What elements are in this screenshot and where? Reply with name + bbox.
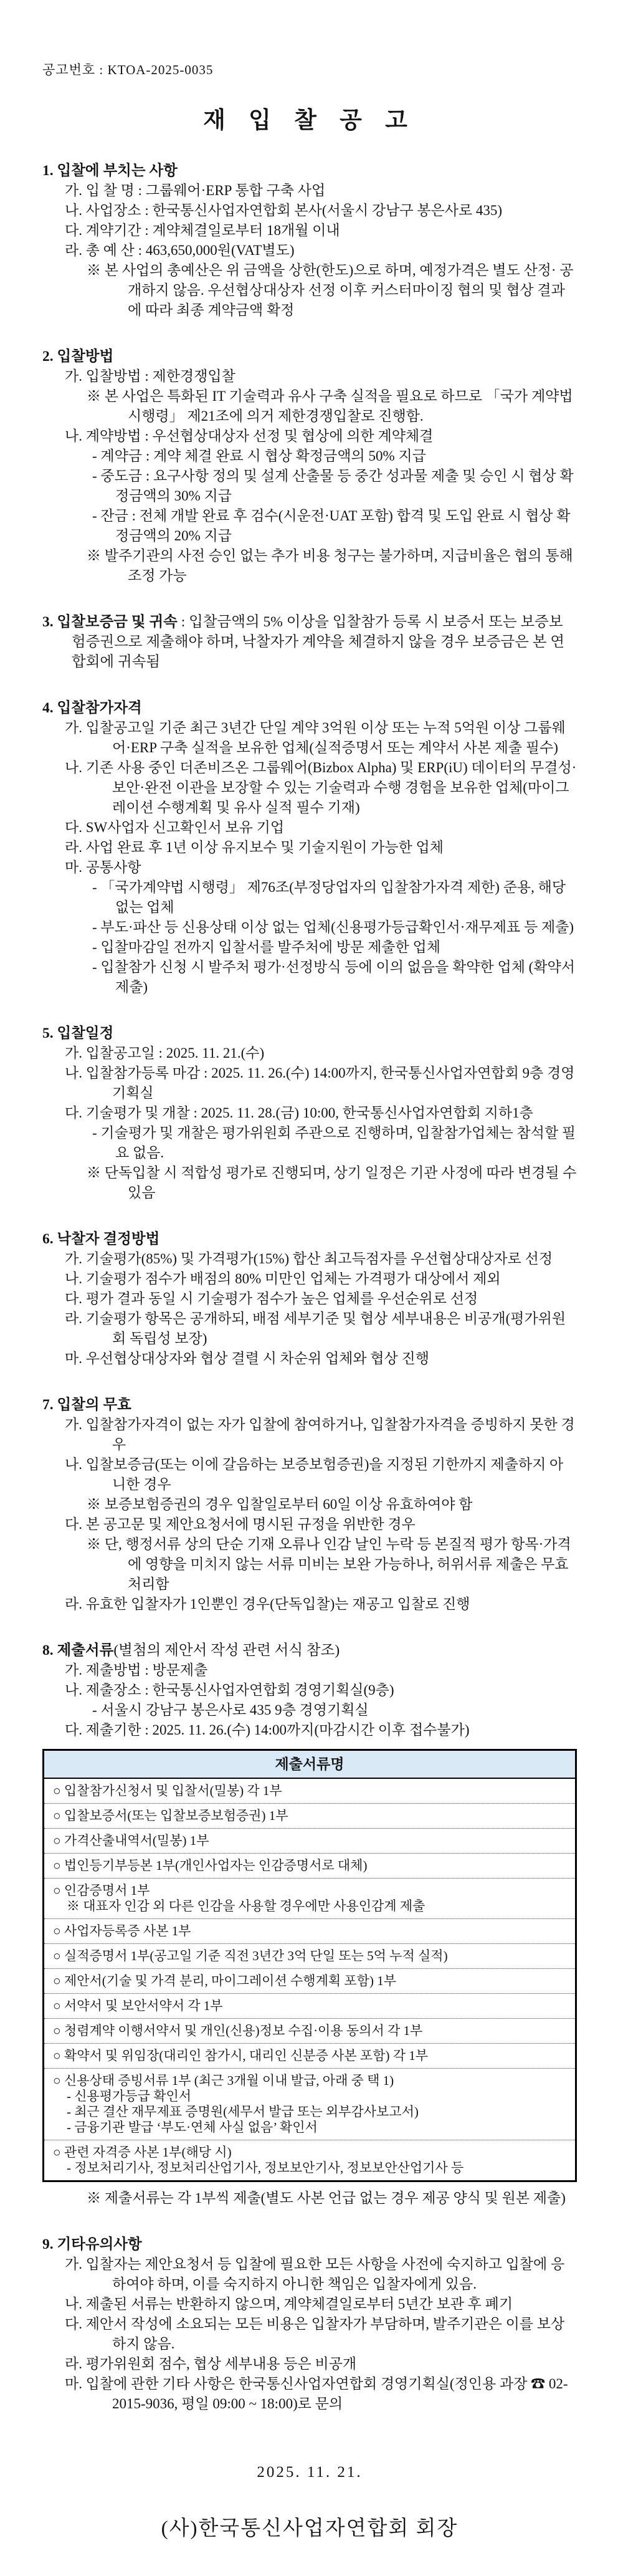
section-heading [42,1640,577,1660]
section-title: 입찰참가자격 [57,700,142,716]
list-item: 나. 입찰보증금(또는 이에 갈음하는 보증보험증권)을 지정된 기한까지 제출하지 아니한 경우 [65,1457,564,1492]
section-heading [42,1395,577,1415]
list-item: 가. 입찰공고일 기준 최근 3년간 단일 계약 3억원 이상 또는 누적 5억원 이상 그룹웨어·ERP 구축 실적을 보유한 업체(실적증명서 또는 계약서 사본 제출 필수) [65,720,566,755]
section-4 [42,698,577,997]
list-item: 가. 기술평가(85%) 및 가격평가(15%) 합산 최고득점자를 우선협상대상자로 선정 [65,1251,553,1266]
section-heading [42,1229,577,1249]
table-row [44,1804,576,1829]
document-name: ○ 제안서(기술 및 가격 분리, 마이그레이션 수행계획 포함) 1부 [53,1973,396,1988]
list-item: 라. 평가위원회 점수, 협상 세부내용 등은 비공개 [65,2356,357,2372]
list-item: 마. 공통사항 [65,859,141,875]
list-item: 가. 입찰공고일 : 2025. 11. 21.(수) [65,1045,265,1061]
section-number: 2. [42,348,57,365]
document-sub-line: - 정보처리기사, 정보처리산업기사, 정보보안기사, 정보보안산업기사 등 [67,2160,464,2175]
list-item: 라. 총 예 산 : 463,650,000원(VAT별도) [65,242,295,258]
section-title: 입찰에 부치는 사항 [57,163,178,179]
section-title: 기타유의사항 [57,2236,142,2253]
list-item: 라. 사업 완료 후 1년 이상 유지보수 및 기술지원이 가능한 업체 [65,840,444,855]
section-title: 낙찰자 결정방법 [57,1231,160,1247]
list-item: 마. 우선협상대상자와 협상 결렬 시 차순위 업체와 협상 진행 [65,1351,429,1366]
section-7 [42,1395,577,1614]
table-cell [44,2140,576,2181]
table-row [44,2069,576,2140]
issuer-signature: (사)한국통신사업자연합회 회장 [161,2517,459,2540]
note-item: ※ 제출서류는 각 1부씩 제출(별도 사본 언급 없는 경우 제공 양식 및 원본 제출) [87,2190,566,2206]
list-item: 가. 입찰참가자격이 없는 자가 입찰에 참여하거나, 입찰참가자격을 증빙하지 못한 경우 [65,1417,575,1452]
list-item: 마. 입찰에 관한 기타 사항은 한국통신사업자연합회 경영기획실(정인용 과장 ☎ 02-2015-9036, 평일 09:00 ~ 18:00)로 문의 [65,2376,568,2411]
section-number: 1. [42,163,57,179]
note-item: ※ 본 사업의 총예산은 위 금액을 상한(한도)으로 하며, 예정가격은 별도 산정· 공개하지 않음. 우선협상대상자 선정 이후 커스터마이징 협의 및 협상 결과에 따라 최종 계약금액 확정 [87,262,574,318]
document-name: ○ 입찰보증서(또는 입찰보증보험증권) 1부 [53,1808,288,1823]
document-sub-line: - 최근 결산 재무제표 증명원(세무서 발급 또는 외부감사보고서) [67,2104,419,2119]
document-name: ○ 확약서 및 위임장(대리인 참가시, 대리인 신분증 사본 포함) 각 1부 [53,2048,429,2063]
list-item: - 부도·파산 등 신용상태 이상 없는 업체(신용평가등급확인서·재무제표 등 제출) [92,919,574,935]
table-row [44,2140,576,2181]
section-number: 9. [42,2236,57,2253]
section-2 [42,347,577,586]
note-item: ※ 보증보험증권의 경우 입찰일로부터 60일 이상 유효하여야 함 [87,1496,473,1512]
table-cell [44,1994,576,2019]
list-item: 가. 입찰자는 제안요청서 등 입찰에 필요한 모든 사항을 사전에 숙지하고 입찰에 응하여야 하며, 이를 숙지하지 아니한 책임은 입찰자에게 있음. [65,2256,565,2292]
section-5 [42,1023,577,1203]
table-cell [44,1969,576,1994]
list-item: 나. 계약방법 : 우선협상대상자 선정 및 협상에 의한 계약체결 [65,428,434,444]
list-item: 다. 평가 결과 동일 시 기술평가 점수가 높은 업체를 우선순위로 선정 [65,1291,478,1306]
table-row [44,1879,576,1919]
submission-table-head [44,1750,576,1779]
section-number: 6. [42,1231,57,1247]
section-1 [42,161,577,320]
section-title-rest: : 입찰금액의 5% 이상을 입찰참가 등록 시 보증서 또는 보증보험증권으로 제출해야 하며, 낙찰자가 계약을 체결하지 않을 경우 보증금은 본 연합회에 귀속됨 [72,614,565,670]
section-title: 제출서류 [57,1642,114,1659]
table-row [44,1944,576,1969]
section-6 [42,1229,577,1369]
list-item: 라. 기술평가 항목은 공개하되, 배점 세부기준 및 협상 세부내용은 비공개(평가위원회 독립성 보장) [65,1311,566,1346]
document-sub-line: - 신용평가등급 확인서 [67,2089,192,2104]
table-row [44,1778,576,1804]
table-cell [44,1778,576,1804]
note-item: ※ 단독입찰 시 적합성 평가로 진행되며, 상기 일정은 기관 사정에 따라 변경될 수 있음 [87,1165,577,1200]
section-heading [42,1023,577,1043]
table-cell [44,2069,576,2140]
document-name: ○ 청렴계약 이행서약서 및 개인(신용)정보 수집·이용 동의서 각 1부 [53,2023,423,2038]
list-item: 다. 기술평가 및 개찰 : 2025. 11. 28.(금) 10:00, 한국통신사업자연합회 지하1층 [65,1105,533,1121]
list-item: 나. 사업장소 : 한국통신사업자연합회 본사(서울시 강남구 봉은사로 435) [65,203,503,218]
document-name: ○ 법인등기부등본 1부(개인사업자는 인감증명서로 대체) [53,1858,368,1873]
table-cell [44,1919,576,1944]
list-item: 가. 제출방법 : 방문제출 [65,1662,208,1678]
list-item: - 계약금 : 계약 체결 완료 시 협상 확정금액의 50% 지급 [92,448,426,464]
section-heading [42,161,577,181]
list-item: - 잔금 : 전체 개발 완료 후 검수(시운전·UAT 포함) 합격 및 도입 완료 시 협상 확정금액의 20% 지급 [92,508,571,543]
section-heading [42,2234,577,2254]
section-heading [42,612,577,672]
list-item: 나. 기술평가 점수가 배점의 80% 미만인 업체는 가격평가 대상에서 제외 [65,1271,501,1286]
document-name: ○ 서약서 및 보안서약서 각 1부 [53,1998,223,2013]
list-item: - 기술평가 및 개찰은 평가위원회 주관으로 진행하며, 입찰참가업체는 참석할 필요 없음. [92,1125,576,1161]
section-number: 4. [42,700,57,716]
section-number: 5. [42,1025,57,1041]
list-item: - 입찰참가 신청 시 발주처 평가·선정방식 등에 이의 없음을 확약한 업체 (확약서 제출) [92,959,575,995]
list-item: - 서울시 강남구 봉은사로 435 9층 경영기획실 [92,1702,369,1718]
list-item: 나. 입찰참가등록 마감 : 2025. 11. 26.(수) 14:00까지, 한국통신사업자연합회 9층 경영기획실 [65,1065,575,1101]
list-item: 다. 제출기한 : 2025. 11. 26.(수) 14:00까지(마감시간 이후 접수불가) [65,1722,470,1738]
table-row [44,2044,576,2069]
section-number: 8. [42,1642,57,1659]
table-cell [44,2044,576,2069]
table-row [44,1829,576,1854]
table-row [44,1919,576,1944]
table-cell [44,1804,576,1829]
section-heading [42,698,577,718]
section-title: 입찰방법 [57,348,114,365]
document-sub-line: - 금융기관 발급 ‘부도·연체 사실 없음’ 확인서 [67,2120,318,2135]
document-name: ○ 실적증명서 1부(공고일 기준 직전 3년간 3억 단일 또는 5억 누적 실적) [53,1948,448,1963]
table-row [44,2019,576,2044]
section-3 [42,612,577,672]
section-8 [42,1640,577,2208]
section-title: 입찰의 무효 [57,1397,131,1413]
section-number: 7. [42,1397,57,1413]
table-row [44,1994,576,2019]
list-item: 나. 제출장소 : 한국통신사업자연합회 경영기획실(9층) [65,1682,394,1698]
table-cell [44,1944,576,1969]
submission-documents-table [42,1749,577,2182]
list-item: - 「국가계약법 시행령」 제76조(부정당업자의 입찰참가자격 제한) 준용, 해당 없는 업체 [92,879,566,915]
table-row [44,1854,576,1879]
list-item: 나. 제출된 서류는 반환하지 않으며, 계약체결일로부터 5년간 보관 후 폐기 [65,2296,513,2312]
note-item: ※ 발주기관의 사전 승인 없는 추가 비용 청구는 불가하며, 지급비율은 협의 통해 조정 가능 [87,548,573,583]
table-cell [44,1879,576,1919]
table-cell [44,1829,576,1854]
section-heading [42,347,577,366]
submission-table-header-cell: 제출서류명 [44,1750,576,1779]
document-name: ○ 입찰참가신청서 및 입찰서(밀봉) 각 1부 [53,1783,282,1798]
note-item: ※ 단, 행정서류 상의 단순 기재 오류나 인감 날인 누락 등 본질적 평가 항목·가격에 영향을 미치지 않는 서류 미비는 보완 가능하나, 허위서류 제출은 무효 처리함 [87,1536,571,1592]
section-9 [42,2234,577,2414]
table-row [44,1969,576,1994]
note-item: ※ 본 사업은 특화된 IT 기술력과 유사 구축 실적을 필요로 하므로 「국가 계약법 시행령」 제21조에 의거 제한경쟁입찰로 진행함. [87,388,573,424]
list-item: 가. 입 찰 명 : 그룹웨어·ERP 통합 구축 사업 [65,183,326,198]
sections-container [42,161,577,2414]
table-cell [44,2019,576,2044]
section-title: 입찰보증금 및 귀속 [57,614,178,630]
list-item: 라. 유효한 입찰자가 1인뿐인 경우(단독입찰)는 재공고 입찰로 진행 [65,1596,470,1612]
document-title: 재 입 찰 공 고 [203,108,416,133]
list-item: 다. SW사업자 신고확인서 보유 기업 [65,820,285,835]
list-item: - 중도금 : 요구사항 정의 및 설계 산출물 등 중간 성과물 제출 및 승인 시 협상 확정금액의 30% 지급 [92,468,574,504]
section-title: 입찰일정 [57,1025,114,1041]
submission-table-body [44,1778,576,2181]
document-name: ○ 인감증명서 1부 [53,1883,150,1898]
list-item: 다. 계약기간 : 계약체결일로부터 18개월 이내 [65,223,340,238]
section-number: 3. [42,614,57,630]
list-item: 나. 기존 사용 중인 더존비즈온 그룹웨어(Bizbox Alpha) 및 ERP(iU) 데이터의 무결성·보안·완전 이관을 보장할 수 있는 기술력과 수행 경험을 보유한 업체(마이그레이션 수행계획 및 유사 실적 필수 기재) [65,760,577,815]
document-name: ○ 사업자등록증 사본 1부 [53,1923,191,1938]
table-cell [44,1854,576,1879]
document-name: ○ 신용상태 증빙서류 1부 (최근 3개월 이내 발급, 아래 중 택 1) [53,2073,394,2088]
document-name: ○ 관련 자격증 사본 1부(해당 시) [53,2145,232,2160]
section-title-rest: (별첨의 제안서 작성 관련 서식 참조) [113,1642,340,1659]
list-item: 다. 제안서 작성에 소요되는 모든 비용은 입찰자가 부담하며, 발주기관은 이를 보상하지 않음. [65,2316,565,2352]
document-sub-line: ※ 대표자 인감 외 다른 인감을 사용할 경우에만 사용인감계 제출 [67,1898,425,1913]
list-item: - 입찰마감일 전까지 입찰서를 발주처에 방문 제출한 업체 [92,939,440,955]
submission-table-header-row [44,1750,576,1779]
document-name: ○ 가격산출내역서(밀봉) 1부 [53,1833,209,1848]
list-item: 가. 입찰방법 : 제한경쟁입찰 [65,368,235,384]
announcement-date: 2025. 11. 21. [257,2464,363,2481]
notice-number: 공고번호 : KTOA-2025-0035 [42,62,214,77]
list-item: 다. 본 공고문 및 제안요청서에 명시된 규정을 위반한 경우 [65,1516,416,1532]
